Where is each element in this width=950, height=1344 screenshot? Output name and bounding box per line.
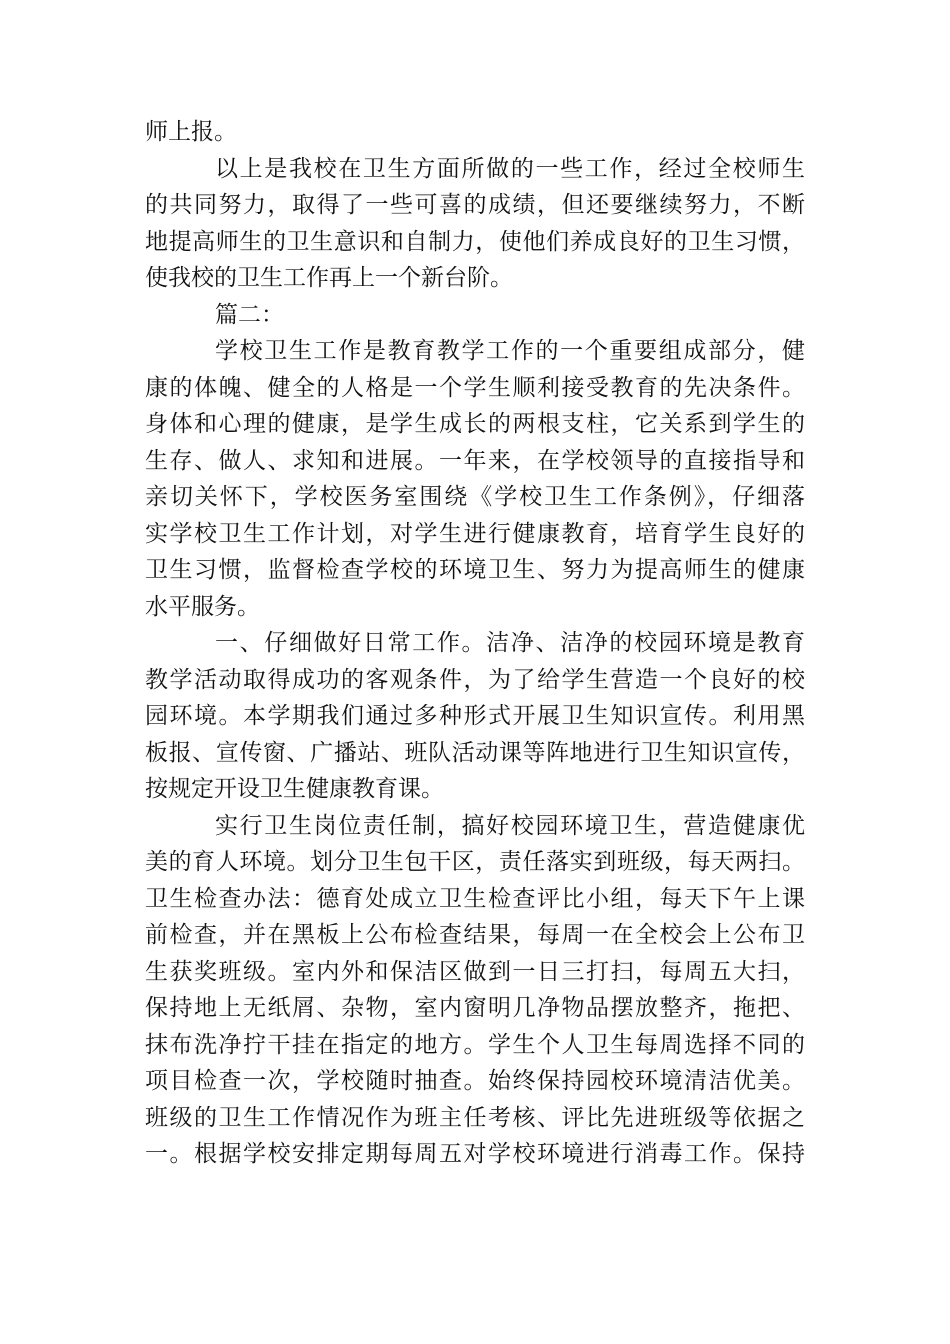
text-line: 生获奖班级。室内外和保洁区做到一日三打扫，每周五大扫， [145, 958, 805, 985]
text-line: 的共同努力，取得了一些可喜的成绩，但还要继续努力，不断 [145, 192, 805, 218]
text-line: 使我校的卫生工作再上一个新台阶。 [145, 265, 513, 291]
text-line: 抹布洗净拧干挂在指定的地方。学生个人卫生每周选择不同的 [145, 1031, 805, 1058]
text-line: 班级的卫生工作情况作为班主任考核、评比先进班级等依据之 [145, 1104, 805, 1131]
text-line: 一。根据学校安排定期每周五对学校环境进行消毒工作。保持 [145, 1141, 805, 1167]
text-line: 按规定开设卫生健康教育课。 [145, 776, 444, 802]
paragraph-first-line: 以上是我校在卫生方面所做的一些工作，经过全校师生 [215, 155, 805, 182]
text-line: 保持地上无纸屑、杂物，室内窗明几净物品摆放整齐，拖把、 [145, 995, 805, 1021]
text-line: 卫生检查办法：德育处成立卫生检查评比小组，每天下午上课 [145, 885, 805, 912]
text-line: 师上报。 [145, 119, 237, 145]
text-line: 卫生习惯，监督检查学校的环境卫生、努力为提高师生的健康 [145, 557, 805, 583]
text-line: 项目检查一次，学校随时抽查。始终保持园校环境清洁优美。 [145, 1068, 805, 1094]
text-line: 美的育人环境。划分卫生包干区，责任落实到班级，每天两扫。 [145, 849, 805, 875]
paragraph-first-line: 篇二： [215, 301, 284, 328]
paragraph-first-line: 学校卫生工作是教育教学工作的一个重要组成部分，健 [215, 338, 805, 364]
paragraph-first-line: 实行卫生岗位责任制，搞好校园环境卫生，营造健康优 [215, 812, 805, 839]
text-line: 康的体魄、健全的人格是一个学生顺利接受教育的先决条件。 [145, 374, 805, 401]
text-line: 板报、宣传窗、广播站、班队活动课等阵地进行卫生知识宣传， [145, 739, 805, 766]
document-body [145, 114, 805, 1173]
text-line: 水平服务。 [145, 593, 260, 620]
text-line: 教学活动取得成功的客观条件，为了给学生营造一个良好的校 [145, 666, 805, 693]
text-line: 亲切关怀下，学校医务室围绕《学校卫生工作条例》，仔细落 [145, 484, 805, 510]
text-line: 地提高师生的卫生意识和自制力，使他们养成良好的卫生习惯， [145, 228, 805, 255]
text-line: 前检查，并在黑板上公布检查结果，每周一在全校会上公布卫 [145, 922, 805, 948]
text-line: 园环境。本学期我们通过多种形式开展卫生知识宣传。利用黑 [145, 703, 805, 729]
text-line: 实学校卫生工作计划，对学生进行健康教育，培育学生良好的 [145, 520, 805, 547]
paragraph-first-line: 一、仔细做好日常工作。洁净、洁净的校园环境是教育 [215, 630, 805, 656]
text-line: 生存、做人、求知和进展。一年来，在学校领导的直接指导和 [145, 447, 805, 474]
text-line: 身体和心理的健康，是学生成长的两根支柱，它关系到学生的 [145, 411, 805, 437]
